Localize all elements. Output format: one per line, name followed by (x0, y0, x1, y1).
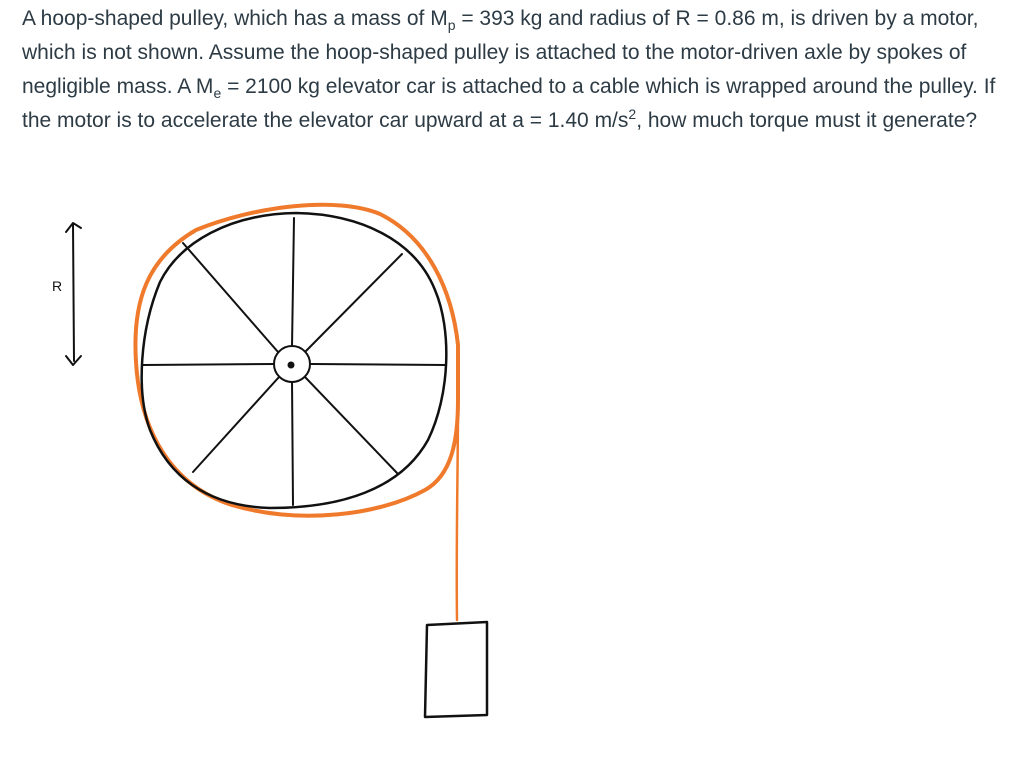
axle-dot (288, 362, 295, 369)
problem-text-part-1: A hoop-shaped pulley, which has a mass of M (22, 7, 448, 30)
spoke-lower-left (193, 377, 279, 472)
spoke-upper-left (183, 243, 278, 352)
spoke-right (311, 364, 446, 365)
radius-indicator (66, 223, 81, 365)
spoke-upper-right (305, 254, 402, 352)
problem-text-part-3: = 2100 kg elevator car is attached to a cable which is wrapped around the pulley. If the motor is to accelerate the elevator car upward at a = 1.40 m/s (22, 75, 996, 132)
problem-text-part-4: , how much torque must it generate? (636, 109, 978, 132)
acceleration-unit-superscript: 2 (628, 106, 637, 122)
spoke-lower-right (305, 377, 398, 474)
spoke-up (292, 218, 294, 347)
radius-line (73, 224, 74, 361)
radius-label: R (52, 278, 63, 294)
elevator-car (425, 622, 487, 717)
spoke-left (143, 364, 275, 365)
problem-text-part-2: = 393 kg and radius of R = 0.86 m, is driven by a motor, which is not shown. Assume the hoop-shaped pulley is attached to the motor-driven axle by spokes of negligible mass. A M (22, 7, 979, 98)
mass-pulley-subscript: p (447, 17, 456, 34)
mass-elevator-subscript: e (213, 85, 222, 102)
spoke-down (292, 380, 293, 505)
cable-vertical (457, 400, 458, 620)
